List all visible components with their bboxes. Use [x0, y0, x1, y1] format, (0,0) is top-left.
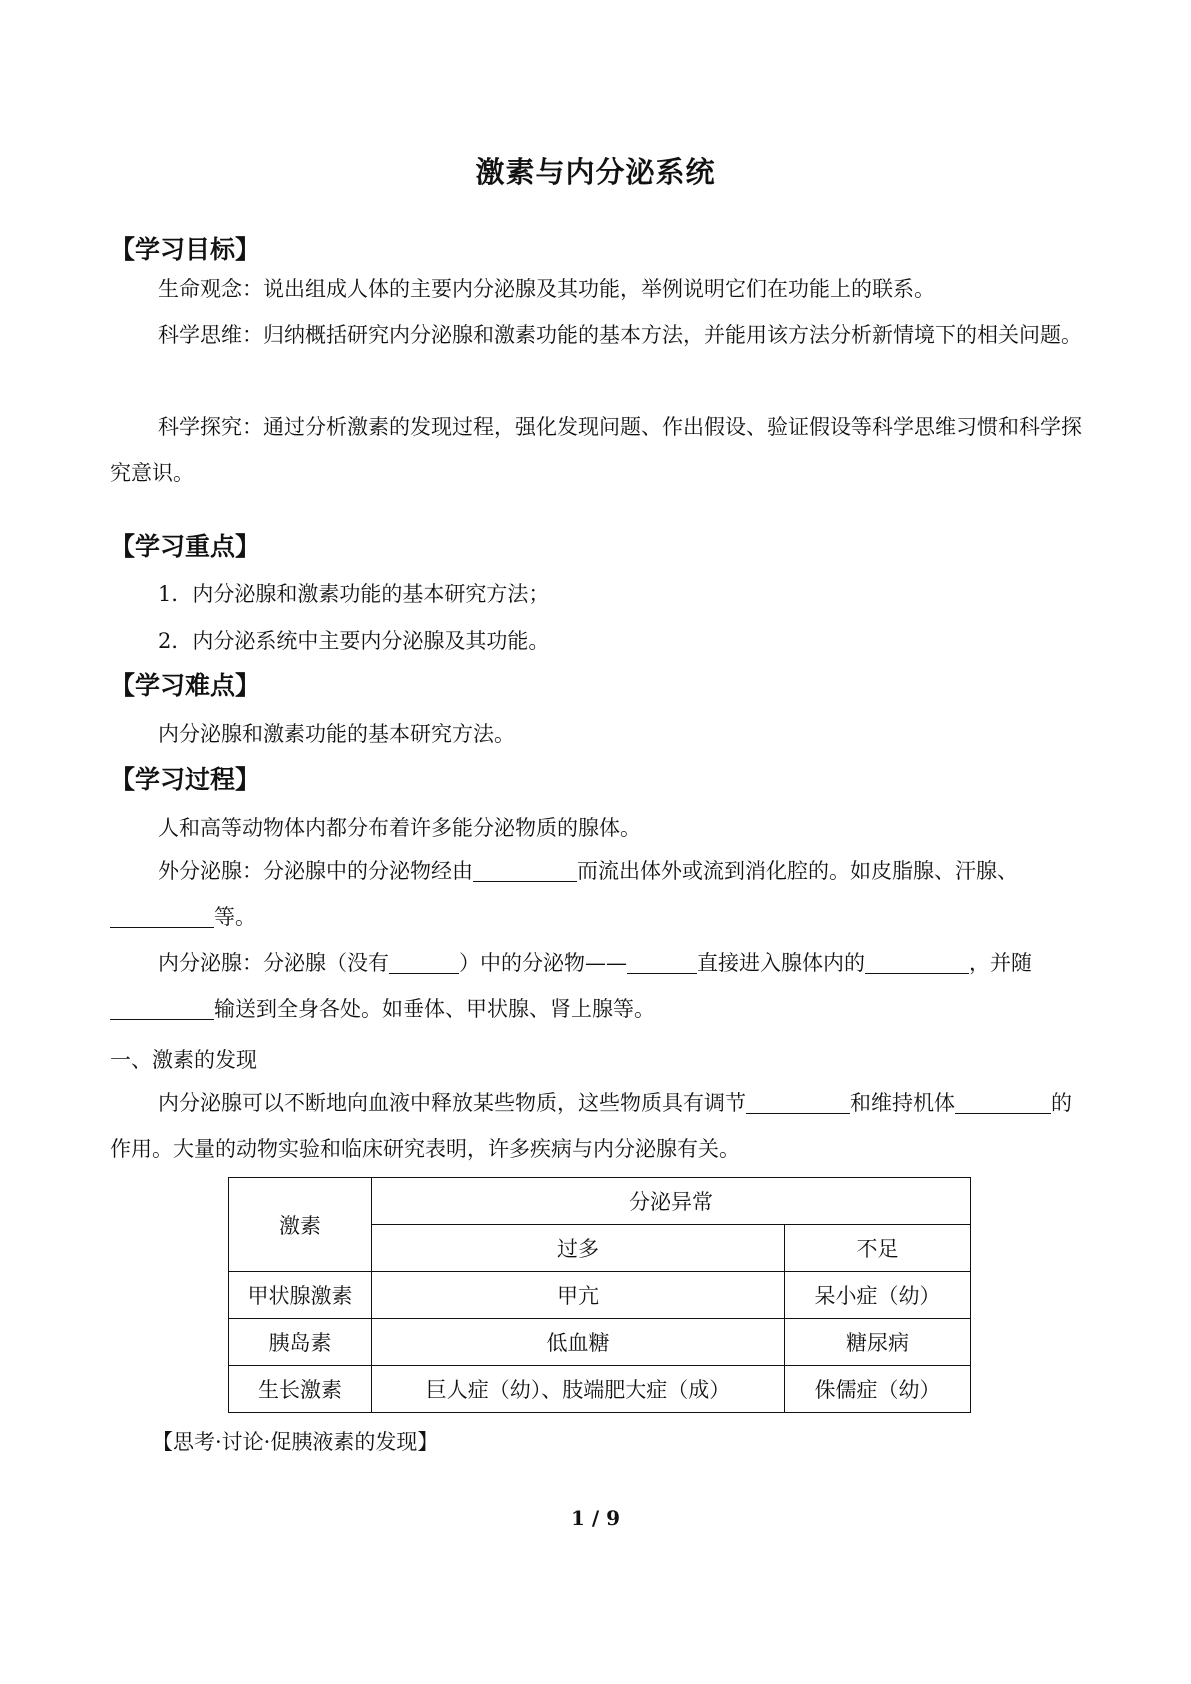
table-header-excess: 过多	[372, 1225, 785, 1272]
think-discuss-heading: 【思考·讨论·促胰液素的发现】	[152, 1430, 439, 1454]
endocrine-text-a: 内分泌腺：分泌腺（没有	[158, 951, 389, 975]
endocrine-gland-paragraph	[110, 940, 1090, 1032]
exocrine-text-a: 外分泌腺：分泌腺中的分泌物经由	[158, 859, 473, 883]
heading-learning-goals: 【学习目标】	[110, 235, 261, 264]
fill-blank-8-part-b[interactable]	[981, 1092, 1051, 1114]
heading-learning-process: 【学习过程】	[110, 765, 261, 794]
endocrine-text-c: 直接进入腺体内的	[697, 951, 865, 975]
fill-blank-7[interactable]	[746, 1092, 850, 1114]
fill-blank-6[interactable]	[110, 998, 214, 1020]
table-cell-hormone: 甲状腺激素	[229, 1272, 372, 1319]
table-cell-deficient: 侏儒症（幼）	[785, 1366, 971, 1413]
goal-scientific-thinking: 科学思维：归纳概括研究内分泌腺和激素功能的基本方法，并能用该方法分析新情境下的相关问题。	[158, 323, 1082, 347]
page-number: 1 / 9	[570, 1506, 621, 1530]
table-cell-deficient: 糖尿病	[785, 1319, 971, 1366]
discovery-text-b: 和维持机体	[850, 1091, 955, 1115]
table-row	[229, 1366, 971, 1413]
endocrine-text-d: ，并随	[969, 951, 1032, 975]
table-cell-excess: 巨人症（幼）、肢端肥大症（成）	[372, 1366, 785, 1413]
hormone-discovery-paragraph	[110, 1080, 1090, 1172]
table-cell-excess: 低血糖	[372, 1319, 785, 1366]
fill-blank-8-part-a[interactable]	[955, 1092, 981, 1114]
table-cell-hormone: 胰岛素	[229, 1319, 372, 1366]
heading-difficult-points: 【学习难点】	[110, 671, 261, 700]
exocrine-text-b: 而流出体外或流到消化腔的。如皮脂腺、汗腺、	[577, 859, 1018, 883]
fill-blank-4[interactable]	[627, 952, 697, 974]
heading-key-points: 【学习重点】	[110, 532, 261, 561]
table-row	[229, 1319, 971, 1366]
table-cell-excess: 甲亢	[372, 1272, 785, 1319]
page-title: 激素与内分泌系统	[475, 155, 716, 189]
key-point-2: 2．内分泌系统中主要内分泌腺及其功能。	[158, 629, 550, 653]
process-intro: 人和高等动物体内都分布着许多能分泌物质的腺体。	[158, 816, 641, 840]
subsection-hormone-discovery: 一、激素的发现	[110, 1048, 257, 1072]
discovery-text-c: 的作用。大量的动物实验和临床研究表明，许多疾病与内分泌腺有关。	[110, 1091, 1072, 1161]
difficult-point-text: 内分泌腺和激素功能的基本研究方法。	[158, 722, 515, 746]
table-header-hormone: 激素	[229, 1178, 372, 1272]
key-point-1: 1．内分泌腺和激素功能的基本研究方法；	[158, 582, 550, 606]
fill-blank-3[interactable]	[389, 952, 459, 974]
endocrine-text-b: ）中的分泌物——	[459, 951, 627, 975]
fill-blank-2[interactable]	[110, 906, 214, 928]
table-header-abnormal-secretion: 分泌异常	[372, 1178, 971, 1225]
fill-blank-1[interactable]	[473, 860, 577, 882]
discovery-text-a: 内分泌腺可以不断地向血液中释放某些物质，这些物质具有调节	[158, 1091, 746, 1115]
table-cell-deficient: 呆小症（幼）	[785, 1272, 971, 1319]
table-cell-hormone: 生长激素	[229, 1366, 372, 1413]
exocrine-text-c: 等。	[214, 905, 256, 929]
endocrine-text-e: 输送到全身各处。如垂体、甲状腺、肾上腺等。	[214, 997, 655, 1021]
exocrine-gland-paragraph	[110, 848, 1090, 940]
table-row	[229, 1272, 971, 1319]
goal-scientific-inquiry: 科学探究：通过分析激素的发现过程，强化发现问题、作出假设、验证假设等科学思维习惯和科学探究意识。	[110, 415, 1082, 485]
fill-blank-5[interactable]	[865, 952, 969, 974]
table-header-deficient: 不足	[785, 1225, 971, 1272]
goal-life-concept: 生命观念：说出组成人体的主要内分泌腺及其功能，举例说明它们在功能上的联系。	[158, 277, 935, 301]
hormone-abnormality-table	[228, 1177, 971, 1413]
